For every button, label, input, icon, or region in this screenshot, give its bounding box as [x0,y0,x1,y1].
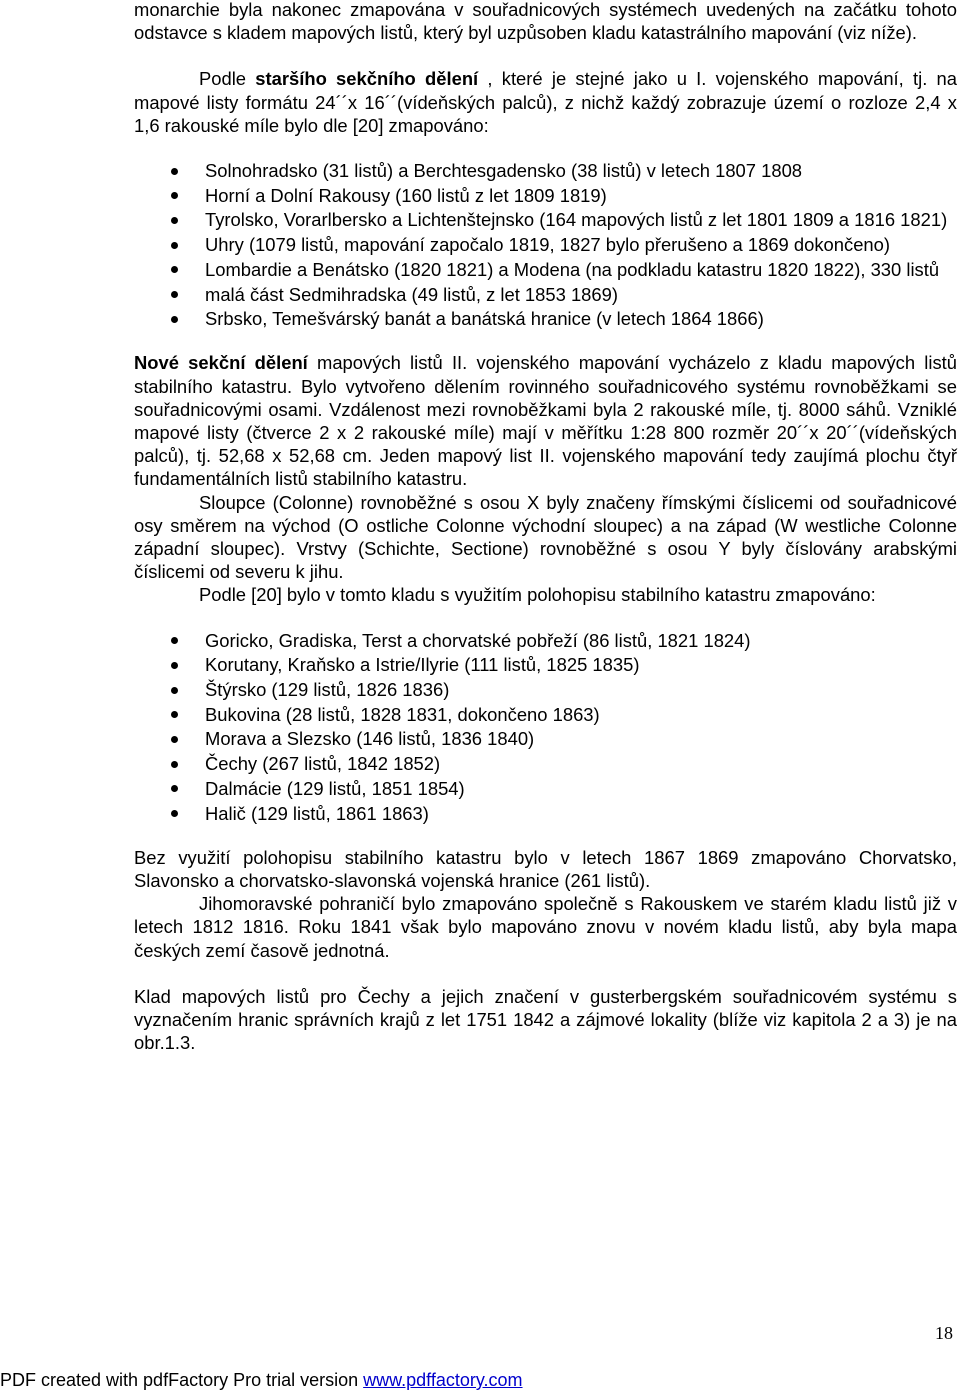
list-item: Lombardie a Benátsko (1820 1821) a Modena (na podkladu katastru 1820 1822), 330 listů [134,258,957,281]
older-section-division-term: staršího sekčního dělení [255,68,479,90]
list-item: Solnohradsko (31 listů) a Berchtesgadensko (38 listů) v letech 1807 1808 [134,159,957,182]
list-item: Dalmácie (129 listů, 1851 1854) [134,777,957,800]
columns-paragraph: Sloupce (Colonne) rovnoběžné s osou X byly značeny římskými číslicemi od souřadnicové osy směrem na východ (O ostliche Colonne východní sloupec) a na západ (W westliche Colonne západní sloupec). Vrstvy (Schichte, Sectione) rovnoběžné s osou Y byly číslovány arabskými číslicemi od severu k jihu. [134,491,957,583]
footer-text: PDF created with pdfFactory Pro trial version [0,1370,364,1390]
intro-paragraph-2-text: , které je stejné jako u I. vojenského mapování, tj. na mapové listy formátu 24´´x 16´´(vídeňských palců), z nichž každý zobrazuje území o rozloze 2,4 x 1,6 rakouské míle bylo dle [20] zmapováno: [134,68,957,136]
new-section-paragraph [134,351,957,490]
pdf-footer [0,1369,523,1391]
closing-paragraph-2: Jihomoravské pohraničí bylo zmapováno společně s Rakouskem ve starém kladu listů již v letech 1812 1816. Roku 1841 však bylo mapováno znovu v novém kladu listů, aby byla mapa českých zemí časově jednotná. [134,893,957,961]
list-item: Čechy (267 listů, 1842 1852) [134,752,957,775]
document-page [134,0,957,1054]
closing-paragraph-3: Klad mapových listů pro Čechy a jejich značení v gusterbergském souřadnicovém systému s vyznačením hranic správních krajů z let 1751 1842 a zájmové lokality (blíže viz kapitola 2 a 3) je na obr.1.3. [134,985,957,1054]
new-section-paragraph-text: mapových listů II. vojenského mapování vycházelo z kladu mapových listů stabilního katastru. Bylo vytvořeno dělením rovinného souřadnicového systému rovnoběžkami se souřadnicovými osami. Vzdálenost mezi rovnoběžkami byla 2 rakouské míle, tj. 8000 sáhů. Vzniklé mapové listy (čtverce 2 x 2 rakouské míle) mají v měřítku 1:28 800 rozměr 20´´x 20´´(vídeňských palců), tj. 52,68 x 52,68 cm. Jeden mapový list II. vojenského mapování tedy zaujímá plochu čtyř fundamentálních listů stabilního katastru. [134,352,957,490]
closing-paragraph-1: Bez využití polohopisu stabilního katastru bylo v letech 1867 1869 zmapováno Chorvatsko, Slavonsko a chorvatsko-slavonská vojenská hranice (261 listů). [134,846,957,891]
list-item: Štýrsko (129 listů, 1826 1836) [134,678,957,701]
older-division-region-list [134,159,957,330]
page-number: 18 [935,1323,953,1343]
list-item: Horní a Dolní Rakousy (160 listů z let 1809 1819) [134,184,957,207]
list-item: Halič (129 listů, 1861 1863) [134,802,957,825]
list-item: Uhry (1079 listů, mapování započalo 1819, 1827 bylo přerušeno a 1869 dokončeno) [134,233,957,256]
list-item: Srbsko, Temešvárský banát a banátská hranice (v letech 1864 1866) [134,307,957,330]
list-item: Morava a Slezsko (146 listů, 1836 1840) [134,727,957,750]
list-item: Tyrolsko, Vorarlbersko a Lichtenštejnsko (164 mapových listů z let 1801 1809 a 1816 1821) [134,208,957,231]
intro-paragraph-2-lead: Podle [199,68,256,90]
list-item: Bukovina (28 listů, 1828 1831, dokončeno 1863) [134,703,957,726]
new-division-region-list [134,629,957,825]
list-item: malá část Sedmihradska (49 listů, z let 1853 1869) [134,283,957,306]
list-item: Korutany, Kraňsko a Istrie/Ilyrie (111 listů, 1825 1835) [134,653,957,676]
new-section-division-term: Nové sekční dělení [134,352,308,374]
mapped-intro-paragraph: Podle [20] bylo v tomto kladu s využitím polohopisu stabilního katastru zmapováno: [199,584,876,606]
list-item: Goricko, Gradiska, Terst a chorvatské pobřeží (86 listů, 1821 1824) [134,629,957,652]
intro-paragraph-1: monarchie byla nakonec zmapována v souřadnicových systémech uvedených na začátku tohoto odstavce s kladem mapových listů, který byl uzpůsoben kladu katastrálního mapování (viz níže). [134,0,957,44]
intro-paragraph-2 [134,67,957,137]
footer-link[interactable]: www.pdffactory.com [363,1370,523,1390]
